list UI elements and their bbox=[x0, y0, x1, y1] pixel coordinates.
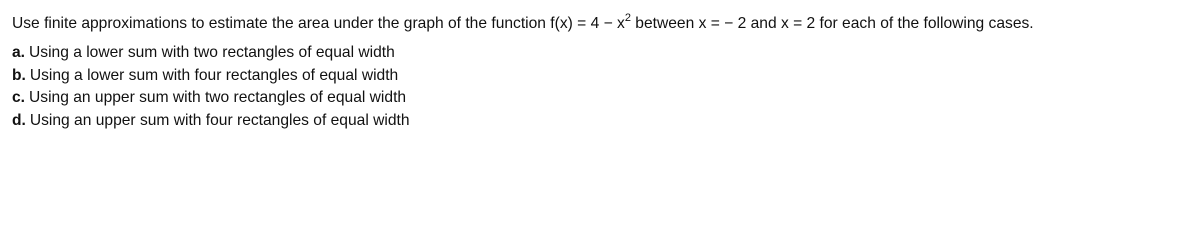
case-list bbox=[12, 42, 1192, 132]
case-text: Using an upper sum with four rectangles of equal width bbox=[29, 111, 410, 129]
case-letter: d. bbox=[12, 111, 26, 129]
case-d bbox=[12, 110, 1192, 133]
case-text: Using a lower sum with four rectangles of equal width bbox=[29, 66, 399, 84]
intro-text-start: Use finite approximations to estimate the area under the graph of the function f(x) = 4 − x bbox=[12, 15, 625, 32]
case-a bbox=[12, 42, 1192, 65]
case-letter: a. bbox=[12, 44, 26, 61]
case-b bbox=[12, 65, 1192, 88]
problem-statement bbox=[12, 14, 1192, 132]
exponent: 2 bbox=[624, 12, 631, 24]
case-c bbox=[12, 87, 1192, 110]
case-text: Using a lower sum with two rectangles of equal width bbox=[29, 44, 395, 61]
case-letter: b. bbox=[12, 66, 26, 84]
case-letter: c. bbox=[12, 89, 26, 106]
case-text: Using an upper sum with two rectangles of equal width bbox=[29, 89, 407, 106]
problem-intro bbox=[12, 14, 1192, 34]
intro-text-end: between x = − 2 and x = 2 for each of the following cases. bbox=[630, 15, 1034, 32]
